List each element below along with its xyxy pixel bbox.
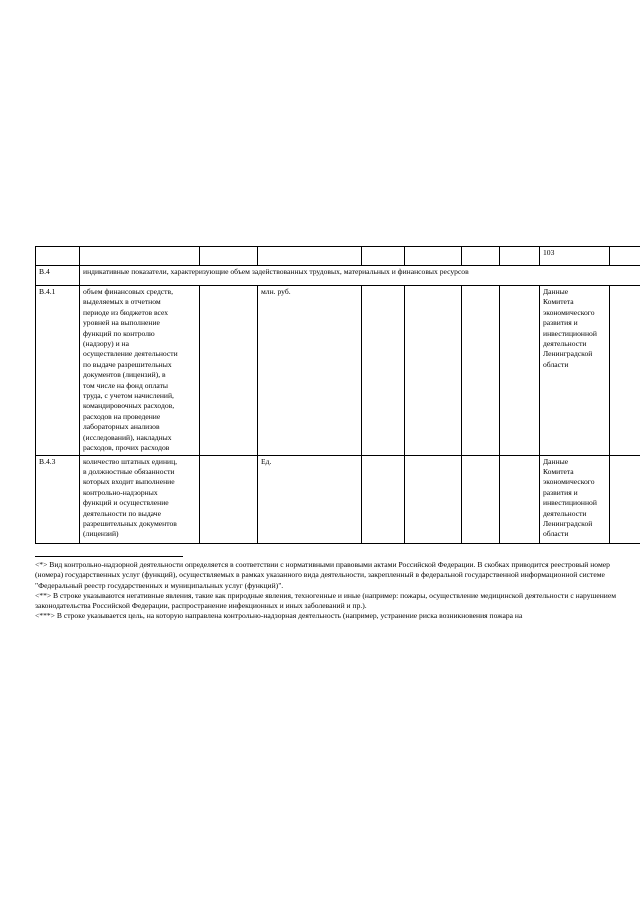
table-cell — [610, 247, 640, 266]
table-cell — [80, 247, 200, 266]
table-cell — [405, 247, 462, 266]
footnote-1: <*> Вид контрольно-надзорной деятельности определяется в соответствии с нормативными правовыми актами Российской Федерации. В скобках приводится реестровый номер (номера) государственных услуг (функций), осуществляемых в рамках указанного вида деятельности, закрепленный в федеральной государственной информационной системе "Федеральный реестр государственных и муниципальных услуг (функций)". — [35, 560, 610, 590]
indicator-source: Данные Комитета экономического развития и инвестиционной деятельности Ленинградской области — [540, 455, 610, 543]
table-row — [36, 286, 640, 456]
table-cell — [36, 247, 80, 266]
table-cell — [258, 247, 362, 266]
table-cell — [462, 455, 500, 543]
footnote-3: <***> В строке указывается цель, на которую направлена контрольно-надзорная деятельность (например, устранение риска возникновения пожара на — [35, 611, 523, 621]
table-cell — [362, 286, 405, 456]
table-cell — [462, 286, 500, 456]
table-cell — [462, 247, 500, 266]
table-cell — [405, 286, 462, 456]
section-title: индикативные показатели, характеризующие объем задействованных трудовых, материальных и финансовых ресурсов — [80, 266, 640, 286]
table-cell: 103 — [540, 247, 610, 266]
section-code: В.4 — [36, 266, 80, 286]
table-cell — [362, 247, 405, 266]
table-cell — [610, 455, 640, 543]
table-cell — [405, 455, 462, 543]
footnote-divider — [35, 556, 183, 557]
indicator-unit: млн. руб. — [258, 286, 362, 456]
indicator-name: количество штатных единиц, в должностные обязанности которых входит выполнение контрольно-надзорных функций и осуществление деятельности по выдаче разрешительных документов (лицензий) — [80, 455, 200, 543]
table-row — [36, 247, 640, 266]
section-row — [36, 266, 640, 286]
table-cell — [500, 455, 540, 543]
table-row — [36, 455, 640, 543]
table-cell — [362, 455, 405, 543]
table-cell — [200, 286, 258, 456]
indicator-code: В.4.3 — [36, 455, 80, 543]
indicator-unit: Ед. — [258, 455, 362, 543]
table-cell — [200, 247, 258, 266]
indicators-table — [35, 246, 640, 544]
footnote-2: <**> В строке указываются негативные явления, такие как природные явления, техногенные и иные (например: пожары, осуществление медицинской деятельности с нарушением законодательства Российской Федерации, распространение инфекционных и иных заболеваний и пр.). — [35, 590, 617, 611]
table-cell — [500, 286, 540, 456]
indicator-name: объем финансовых средств, выделяемых в отчетном периоде из бюджетов всех уровней на выполнение функций по контролю (надзору) и на осуществление деятельности по выдаче разрешительных документов (лицензий), в том числе на фонд оплаты труда, с учетом начислений, командировочных расходов, расходов на проведение лабораторных анализов (исследований), накладных расходов, прочих расходов — [80, 286, 200, 456]
indicator-code: В.4.1 — [36, 286, 80, 456]
table-cell — [500, 247, 540, 266]
footnotes — [35, 560, 635, 622]
table-cell — [610, 286, 640, 456]
indicator-source: Данные Комитета экономического развития и инвестиционной деятельности Ленинградской области — [540, 286, 610, 456]
table-cell — [200, 455, 258, 543]
